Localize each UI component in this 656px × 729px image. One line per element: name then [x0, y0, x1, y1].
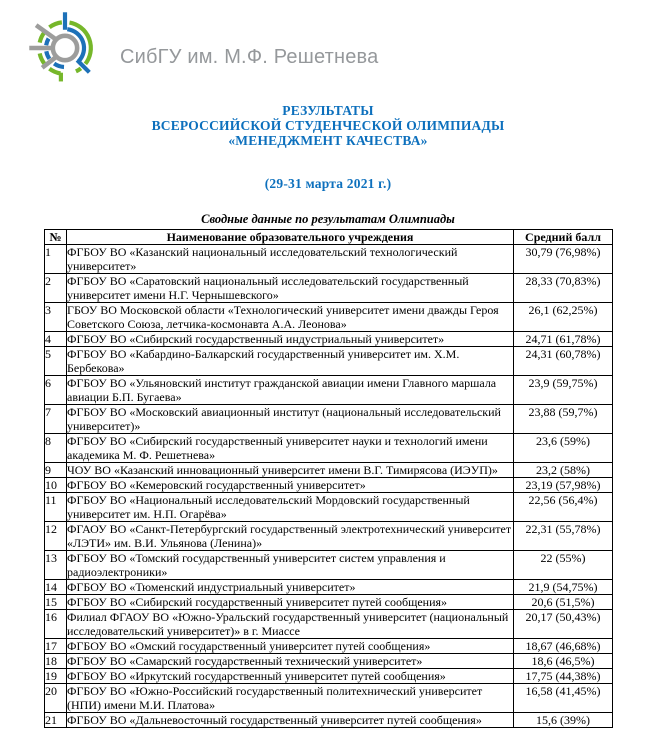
institution-name-cell: ФГБОУ ВО «Южно-Российский государственный политехнический университет (НПИ) имени М.И. Платова»	[67, 684, 514, 713]
score-cell: 18,6 (46,5%)	[514, 654, 613, 669]
score-cell: 28,33 (70,83%)	[514, 274, 613, 303]
score-cell: 24,31 (60,78%)	[514, 347, 613, 376]
row-number-cell: 19	[45, 669, 67, 684]
row-number-cell: 9	[45, 463, 67, 478]
table-row	[45, 493, 613, 522]
university-logo-icon	[27, 8, 103, 88]
table-row	[45, 551, 613, 580]
score-cell: 22 (55%)	[514, 551, 613, 580]
institution-name-cell: ФГБОУ ВО «Тюменский индустриальный университет»	[67, 580, 514, 595]
table-row	[45, 713, 613, 728]
institution-name-cell: ФГБОУ ВО «Дальневосточный государственный университет путей сообщения»	[67, 713, 514, 728]
institution-name-cell: ФГБОУ ВО «Томский государственный университет систем управления и радиоэлектроники»	[67, 551, 514, 580]
column-header-name: Наименование образовательного учреждения	[67, 230, 514, 245]
table-row	[45, 463, 613, 478]
table-row	[45, 405, 613, 434]
institution-name-cell: ФГБОУ ВО «Сибирский государственный университет науки и технологий имени академика М. Ф. Решетнева»	[67, 434, 514, 463]
score-cell: 20,6 (51,5%)	[514, 595, 613, 610]
score-cell: 23,88 (59,7%)	[514, 405, 613, 434]
institution-name-cell: ФГБОУ ВО «Казанский национальный исследовательский технологический университет»	[67, 245, 514, 274]
score-cell: 23,6 (59%)	[514, 434, 613, 463]
column-header-score: Средний балл	[514, 230, 613, 245]
score-cell: 24,71 (61,78%)	[514, 332, 613, 347]
table-row	[45, 434, 613, 463]
document-title	[0, 103, 656, 191]
institution-name-cell: ФГБОУ ВО «Самарский государственный технический университет»	[67, 654, 514, 669]
table-row	[45, 654, 613, 669]
institution-name-cell: ФГБОУ ВО «Национальный исследовательский Мордовский государственный университет им. Н.П. Огарёва»	[67, 493, 514, 522]
row-number-cell: 13	[45, 551, 67, 580]
row-number-cell: 17	[45, 639, 67, 654]
score-cell: 16,58 (41,45%)	[514, 684, 613, 713]
table-row	[45, 478, 613, 493]
title-line-olympiad: ВСЕРОССИЙСКОЙ СТУДЕНЧЕСКОЙ ОЛИМПИАДЫ	[151, 118, 505, 133]
table-caption: Сводные данные по результатам Олимпиады	[201, 212, 455, 226]
table-row	[45, 303, 613, 332]
table-row	[45, 669, 613, 684]
score-cell: 23,9 (59,75%)	[514, 376, 613, 405]
table-row	[45, 376, 613, 405]
score-cell: 26,1 (62,25%)	[514, 303, 613, 332]
table-row	[45, 347, 613, 376]
results-table	[44, 229, 613, 728]
institution-name-cell: ГБОУ ВО Московской области «Технологический университет имени дважды Героя Советского Союза, летчика-космонавта А.А. Леонова»	[67, 303, 514, 332]
institution-name-cell: ФГБОУ ВО «Московский авиационный институт (национальный исследовательский университет)»	[67, 405, 514, 434]
row-number-cell: 20	[45, 684, 67, 713]
row-number-cell: 8	[45, 434, 67, 463]
row-number-cell: 3	[45, 303, 67, 332]
table-row	[45, 580, 613, 595]
score-cell: 21,9 (54,75%)	[514, 580, 613, 595]
institution-name-cell: ФГБОУ ВО «Омский государственный университет путей сообщения»	[67, 639, 514, 654]
score-cell: 30,79 (76,98%)	[514, 245, 613, 274]
score-cell: 22,31 (55,78%)	[514, 522, 613, 551]
row-number-cell: 2	[45, 274, 67, 303]
table-row	[45, 332, 613, 347]
table-row	[45, 610, 613, 639]
table-row	[45, 245, 613, 274]
table-row	[45, 639, 613, 654]
institution-name-cell: ФГБОУ ВО «Сибирский государственный индустриальный университет»	[67, 332, 514, 347]
score-cell: 22,56 (56,4%)	[514, 493, 613, 522]
table-row	[45, 522, 613, 551]
row-number-cell: 16	[45, 610, 67, 639]
score-cell: 20,17 (50,43%)	[514, 610, 613, 639]
score-cell: 23,2 (58%)	[514, 463, 613, 478]
row-number-cell: 12	[45, 522, 67, 551]
organization-name: СибГУ им. М.Ф. Решетнева	[120, 45, 379, 68]
row-number-cell: 18	[45, 654, 67, 669]
score-cell: 18,67 (46,68%)	[514, 639, 613, 654]
row-number-cell: 11	[45, 493, 67, 522]
score-cell: 17,75 (44,38%)	[514, 669, 613, 684]
row-number-cell: 7	[45, 405, 67, 434]
column-header-number: №	[45, 230, 67, 245]
row-number-cell: 5	[45, 347, 67, 376]
row-number-cell: 4	[45, 332, 67, 347]
title-line-subject: «МЕНЕДЖМЕНТ КАЧЕСТВА»	[228, 133, 428, 148]
institution-name-cell: ЧОУ ВО «Казанский инновационный университет имени В.Г. Тимирясова (ИЭУП)»	[67, 463, 514, 478]
table-row	[45, 595, 613, 610]
table-row	[45, 274, 613, 303]
results-table-body	[45, 245, 613, 728]
table-header-row	[45, 230, 613, 245]
institution-name-cell: ФГБОУ ВО «Кемеровский государственный университет»	[67, 478, 514, 493]
institution-name-cell: ФГБОУ ВО «Сибирский государственный университет путей сообщения»	[67, 595, 514, 610]
row-number-cell: 6	[45, 376, 67, 405]
institution-name-cell: ФГБОУ ВО «Кабардино-Балкарский государственный университет им. Х.М. Бербекова»	[67, 347, 514, 376]
institution-name-cell: Филиал ФГАОУ ВО «Южно-Уральский государственный университет (национальный исследовательский университет)» в г. Миассе	[67, 610, 514, 639]
title-line-results: РЕЗУЛЬТАТЫ	[282, 103, 374, 118]
row-number-cell: 21	[45, 713, 67, 728]
institution-name-cell: ФГБОУ ВО «Ульяновский институт гражданской авиации имени Главного маршала авиации Б.П. Бугаева»	[67, 376, 514, 405]
row-number-cell: 15	[45, 595, 67, 610]
institution-name-cell: ФГБОУ ВО «Саратовский национальный исследовательский государственный университет имени Н.Г. Чернышевского»	[67, 274, 514, 303]
score-cell: 23,19 (57,98%)	[514, 478, 613, 493]
row-number-cell: 1	[45, 245, 67, 274]
row-number-cell: 14	[45, 580, 67, 595]
score-cell: 15,6 (39%)	[514, 713, 613, 728]
table-row	[45, 684, 613, 713]
institution-name-cell: ФГАОУ ВО «Санкт-Петербургский государственный электротехнический университет «ЛЭТИ» им. В.И. Ульянова (Ленина)»	[67, 522, 514, 551]
event-date: (29-31 марта 2021 г.)	[264, 176, 392, 191]
logo-header	[27, 8, 378, 88]
row-number-cell: 10	[45, 478, 67, 493]
institution-name-cell: ФГБОУ ВО «Иркутский государственный университет путей сообщения»	[67, 669, 514, 684]
